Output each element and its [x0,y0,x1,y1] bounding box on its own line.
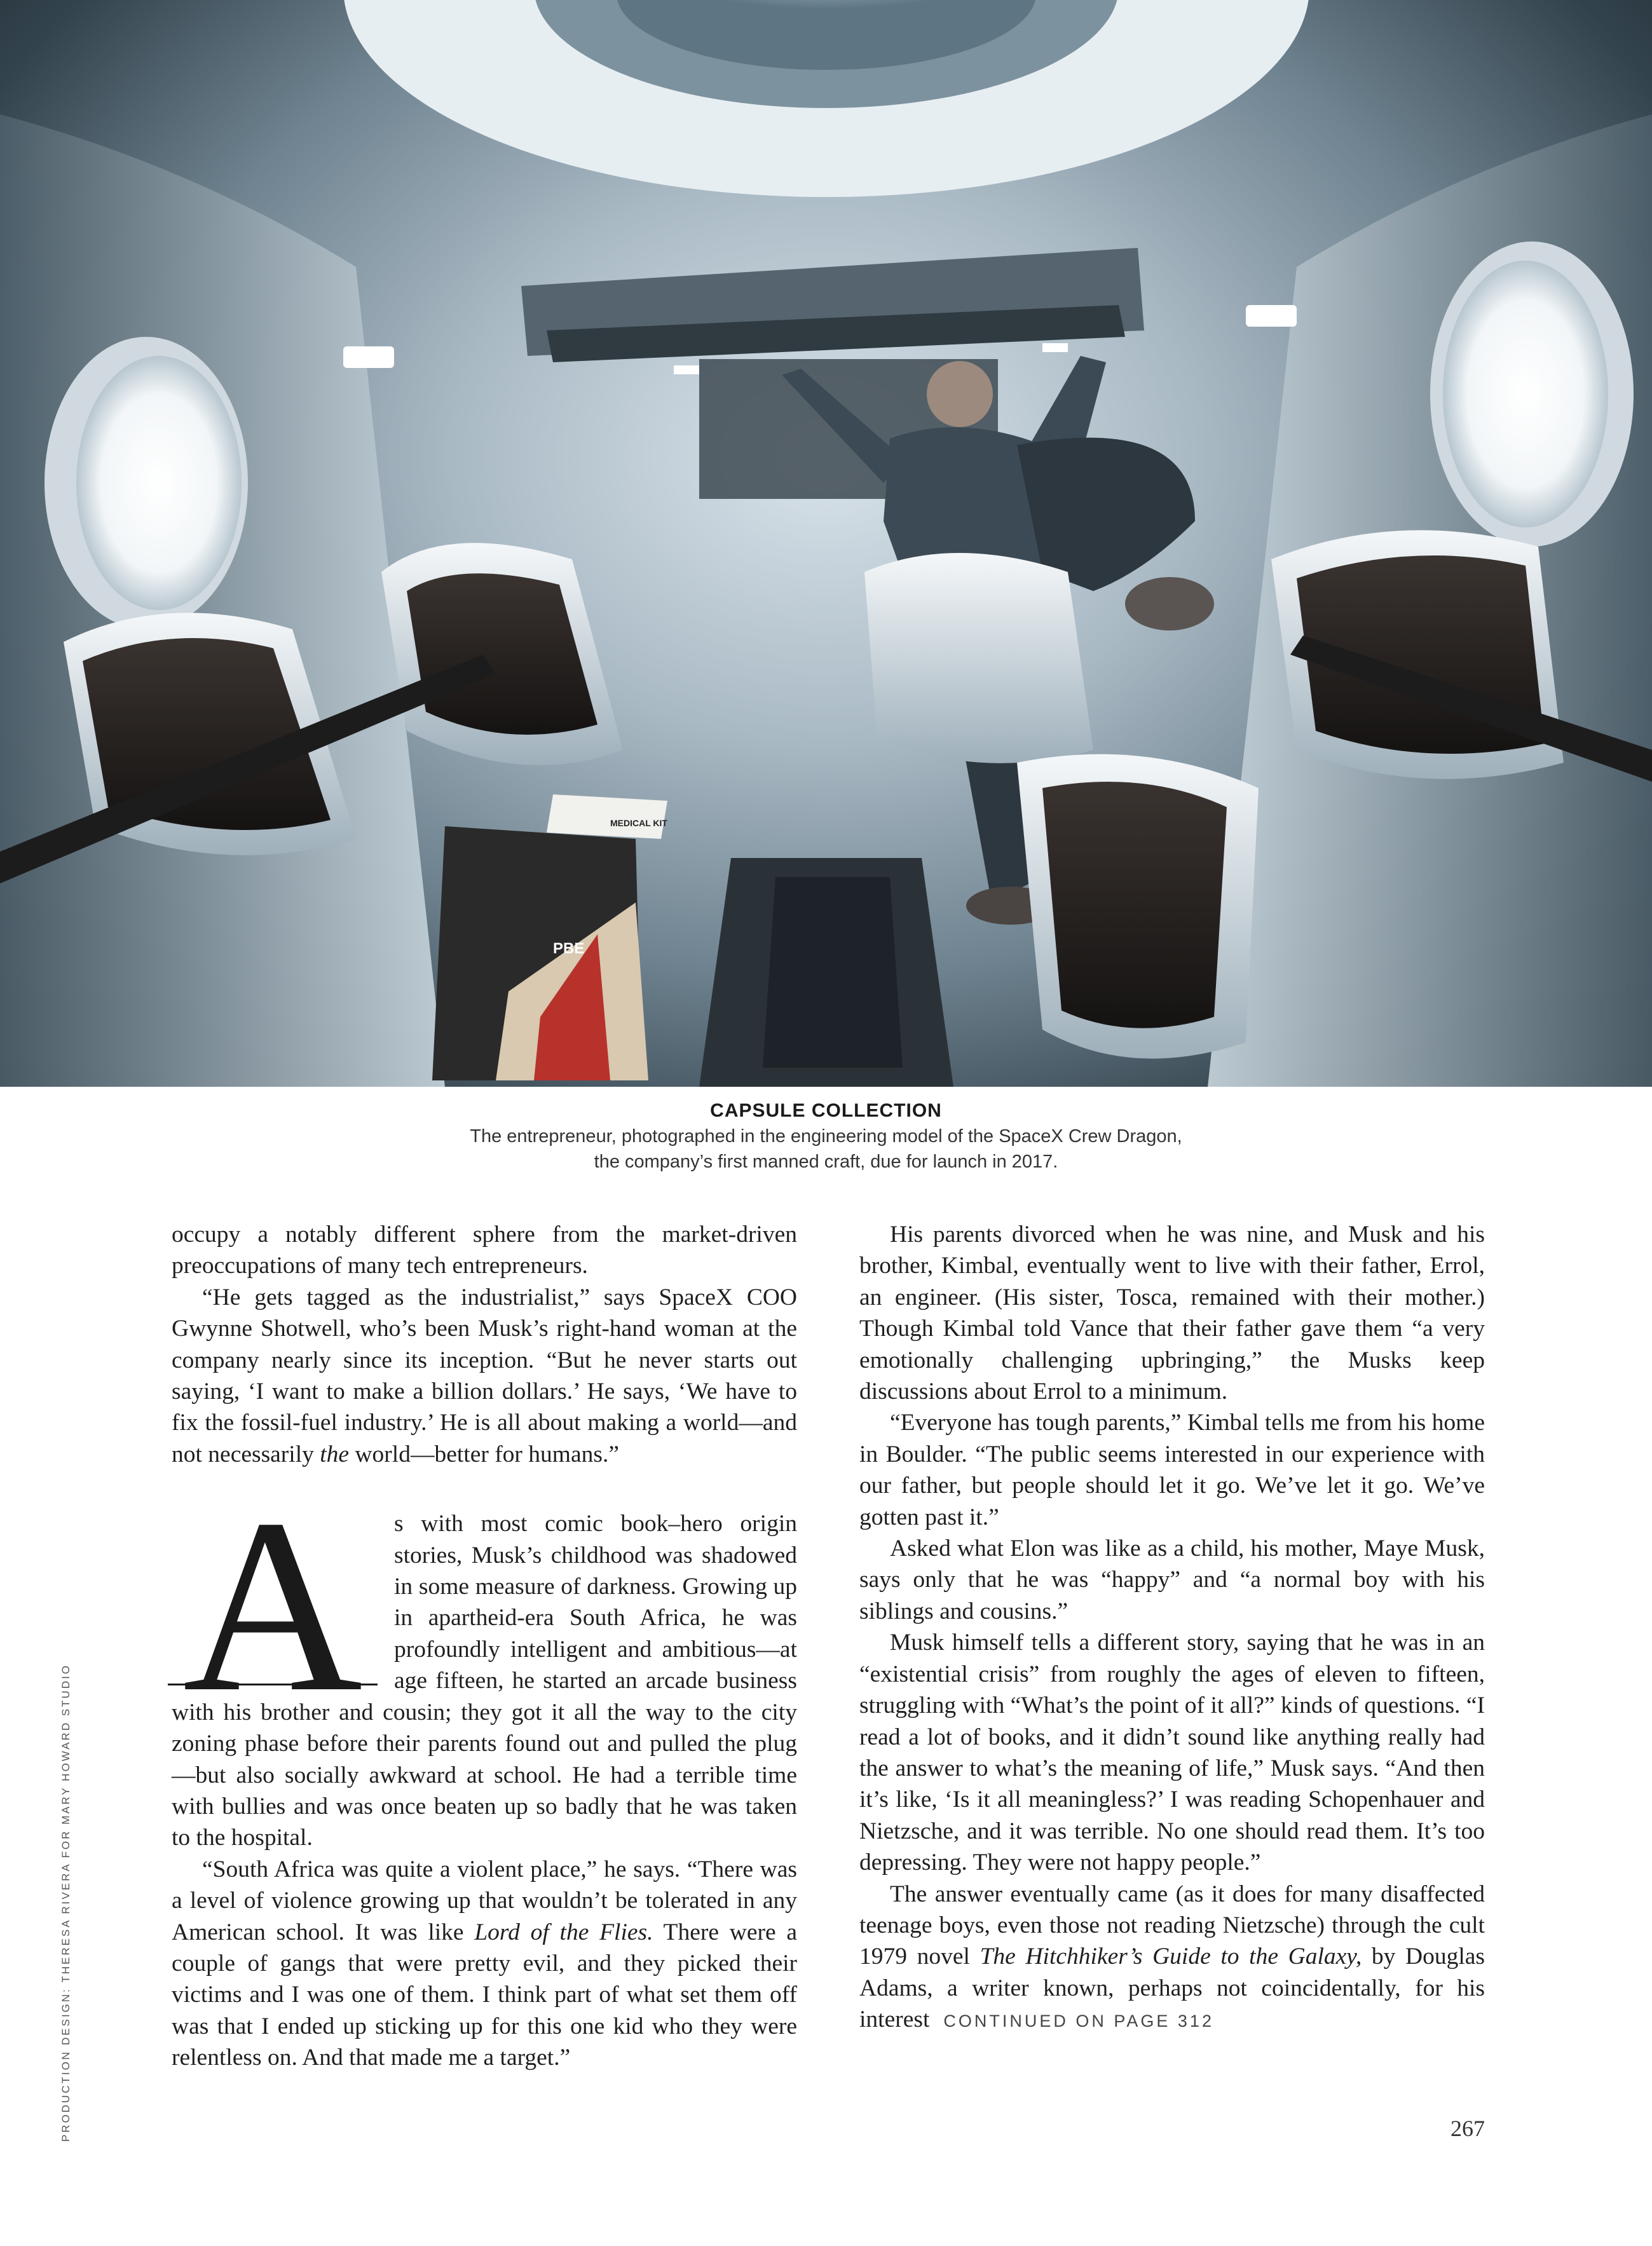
paragraph: Asked what Elon was like as a child, his mother, Maye Musk, says only that he was “happy” and “a normal boy with his siblings and cousins.” [859,1535,1485,1624]
emphasis-text: the [320,1441,350,1467]
paragraph-text: The answer eventually came (as it does for many disaffected teenage boys, even those not reading Nietzsche) through the cult 1979 novel [859,1881,1485,1970]
capsule-photo [0,0,1652,1087]
medical-kit-label: MEDICAL KIT [610,818,667,828]
paragraph [172,1467,797,1853]
article-column-left [172,1219,797,2074]
continued-on-page[interactable]: CONTINUED ON PAGE 312 [943,2011,1214,2031]
page-number: 267 [1451,2116,1485,2141]
paragraph: Musk himself tells a different story, saying that he was in an “existential crisis” from roughly the ages of eleven to fifteen, struggling with “What’s the point of it all?” kinds of questions. “I read a lot of books, and it didn’t sound like anything really had the answer to what’s the meaning of life,” Musk says. “And then it’s like, ‘Is it all meaningless?’ I was reading Schopenhauer and Nietzsche, and it was terrible. No one should read them. It’s too depressing. They were not happy people.” [859,1630,1485,1876]
capsule-photo-illustration [0,0,1652,1087]
paragraph-text: world—better for humans.” [349,1441,619,1467]
caption-text-line-1: The entrepreneur, photographed in the engineering model of the SpaceX Crew Dragon, [470,1126,1182,1147]
paragraph [172,1282,797,1470]
paragraph [859,1879,1485,2038]
paragraph-text: “South Africa was quite a violent place,” he says. “There was a level of violence growing up that wouldn’t be tolerated in any American school. It was like [172,1856,797,1945]
kit-bag-label: PBE [553,940,585,957]
caption-title: CAPSULE COLLECTION [710,1100,942,1121]
paragraph-text: There were a couple of gangs that were pretty evil, and they picked their victims and I was one of them. I think part of what set them off was that I ended up sticking up for this one kid who they were relentless on. And that made me a target.” [172,1919,797,2071]
paragraph: His parents divorced when he was nine, and Musk and his brother, Kimbal, eventually went to live with their father, Errol, an engineer. (His sister, Tosca, remained with their mother.) Though Kimbal told Vance that their father gave them “a very emotionally challenging upbringing,” the Musks keep discussions about Errol to a minimum. [859,1222,1485,1405]
paragraph [172,1854,797,2074]
production-credit: PRODUCTION DESIGN: THERESA RIVERA FOR MARY HOWARD STUDIO [60,1663,72,2142]
book-title: The Hitchhiker’s Guide to the Galaxy, [980,1943,1362,1970]
drop-cap: A [168,1511,378,1685]
paragraph: “Everyone has tough parents,” Kimbal tells me from his home in Boulder. “The public seems interested in our experience with our father, but people should let it go. We’ve let it go. We’ve gotten past it.” [859,1410,1485,1530]
paragraph: occupy a notably different sphere from the market-driven preoccupations of many tech entrepreneurs. [172,1222,797,1279]
book-title: Lord of the Flies. [474,1919,653,1945]
paragraph-text: “He gets tagged as the industrialist,” says SpaceX COO Gwynne Shotwell, who’s been Musk’s right-hand woman at the company nearly since its inception. “But he never starts out saying, ‘I want to make a billion dollars.’ He says, ‘We have to fix the fossil-fuel industry.’ He is all about making a world—and not necessarily [172,1284,797,1467]
caption-text-line-2: the company’s first manned craft, due for launch in 2017. [594,1152,1058,1172]
article-column-right [859,1219,1485,2038]
paragraph-text: s with most comic book–hero origin stories, Musk’s childhood was shadowed in some measure of darkness. Growing up in apartheid-era South Africa, he was profoundly intelligent and ambitious—at age fifteen, he started an arcade business with his brother and cousin; they got it all the way to the city zoning phase before their parents found out and pulled the plug—but also socially awkward at school. He had a terrible time with bullies and was once beaten up so badly that he was taken to the hospital. [172,1511,797,1851]
photo-caption [0,1098,1652,1174]
paragraph-text: by Douglas Adams, a writer known, perhaps not coincidentally, for his interest [859,1943,1485,2033]
